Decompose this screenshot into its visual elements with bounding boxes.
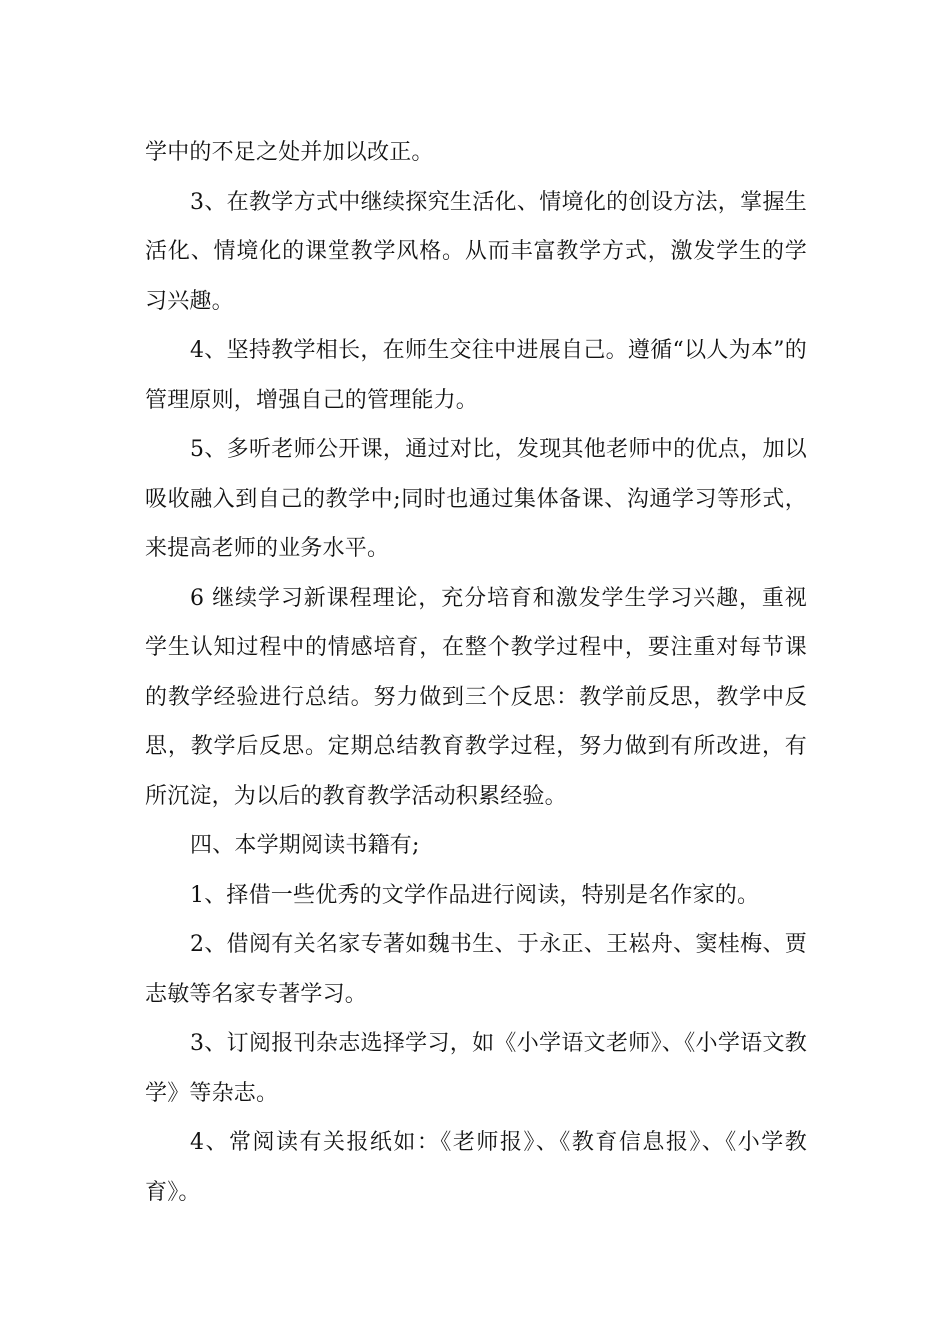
reading-item-1: 1、择借一些优秀的文学作品进行阅读，特别是名作家的。 — [190, 882, 760, 908]
paragraph-item-5: 5、多听老师公开课，通过对比，发现其他老师中的优点，加以吸收融入到自己的教学中;同时也通过集体备课、沟通学习等形式，来提高老师的业务水平。 — [145, 437, 807, 561]
paragraph-item-6: 6 继续学习新课程理论，充分培育和激发学生学习兴趣，重视学生认知过程中的情感培育，在整个教学过程中，要注重对每节课的教学经验进行总结。努力做到三个反思：教学前反思，教学中反思，教学后反思。定期总结教育教学过程，努力做到有所改进，有所沉淀，为以后的教育教学活动积累经验。 — [145, 585, 807, 809]
paragraph-item-4: 4、坚持教学相长，在师生交往中进展自己。遵循“以人为本”的管理原则，增强自己的管理能力。 — [145, 338, 807, 413]
reading-item-2: 2、借阅有关名家专著如魏书生、于永正、王崧舟、窦桂梅、贾志敏等名家专著学习。 — [145, 932, 807, 1007]
paragraph-item-3: 3、在教学方式中继续探究生活化、情境化的创设方法，掌握生活化、情境化的课堂教学风格。从而丰富教学方式，激发学生的学习兴趣。 — [145, 189, 807, 314]
reading-item-4: 4、常阅读有关报纸如：《老师报》、《教育信息报》、《小学教育》。 — [145, 1130, 807, 1205]
section-heading-reading: 四、本学期阅读书籍有; — [190, 833, 420, 858]
paragraph-continuation: 学中的不足之处并加以改正。 — [145, 140, 434, 165]
reading-item-3: 3、订阅报刊杂志选择学习，如《小学语文老师》、《小学语文教学》等杂志。 — [145, 1031, 807, 1106]
document-body — [145, 128, 807, 1217]
